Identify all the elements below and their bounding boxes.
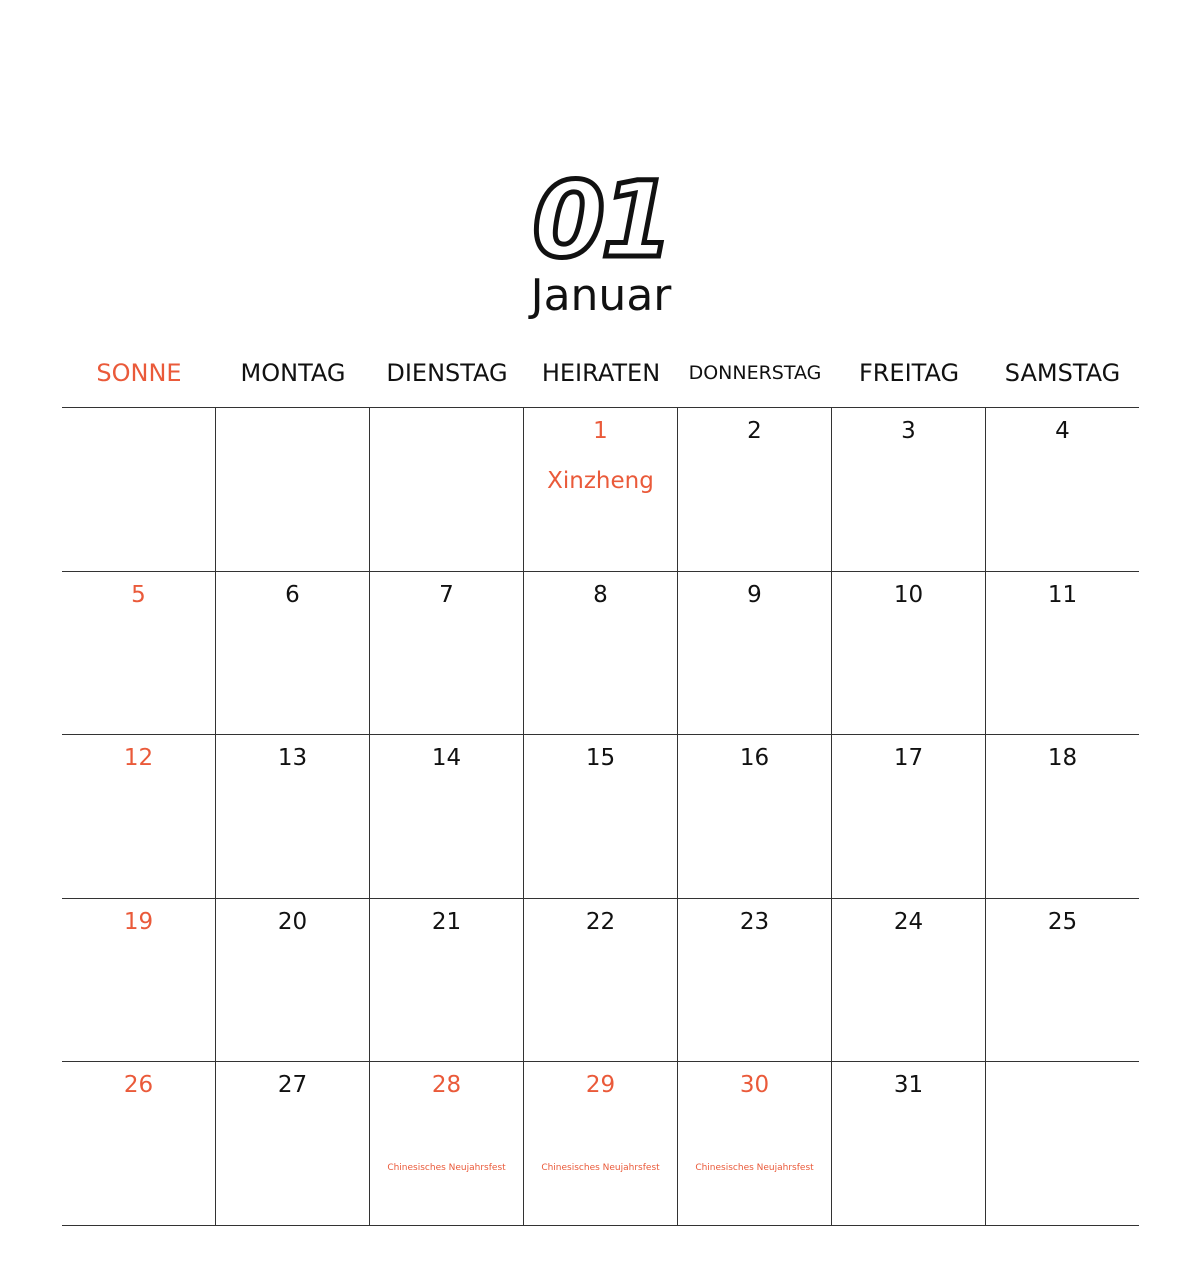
day-cell [524,408,678,571]
week-row [62,1062,1139,1226]
weekday-saturday: SAMSTAG [1004,359,1121,387]
day-number: 11 [1047,582,1078,608]
day-cell [62,572,216,734]
weekday-header-row [62,342,1139,407]
day-number: 29 [585,1072,616,1098]
day-number: 27 [277,1072,308,1098]
day-number: 15 [585,745,616,771]
day-number: 12 [123,745,154,771]
day-number: 25 [1047,909,1078,935]
month-name: Januar [530,270,672,321]
weekday-tuesday: DIENSTAG [386,359,508,387]
day-cell [678,899,832,1061]
day-cell [524,899,678,1061]
day-number: 6 [285,582,300,608]
weekday-wednesday: HEIRATEN [541,359,661,387]
month-number: 01 [532,159,670,281]
day-number: 7 [439,582,454,608]
week-row [62,899,1139,1062]
day-number: 2 [747,418,762,444]
day-cell [986,408,1139,571]
day-cell [524,572,678,734]
weekday-friday: FREITAG [858,359,960,387]
day-number: 18 [1047,745,1078,771]
day-cell [832,572,986,734]
day-number: 17 [893,745,924,771]
day-number: 3 [901,418,916,444]
day-cell [832,899,986,1061]
day-cell [216,899,370,1061]
day-cell [216,1062,370,1225]
day-cell [370,572,524,734]
day-number: 31 [893,1072,924,1098]
holiday-label: Chinesisches Neujahrsfest [695,1163,814,1173]
day-cell [370,899,524,1061]
day-number: 13 [277,745,308,771]
day-cell [216,735,370,898]
day-number: 5 [131,582,146,608]
empty-day-cell [370,408,524,571]
day-number: 30 [739,1072,770,1098]
weekday-thursday: DONNERSTAG [688,362,822,384]
day-cell [678,735,832,898]
day-cell [62,735,216,898]
day-cell [678,572,832,734]
calendar [62,342,1139,1226]
day-cell [678,1062,832,1225]
day-number: 22 [585,909,616,935]
day-number: 19 [123,909,154,935]
calendar-grid [62,407,1139,1226]
empty-day-cell [62,408,216,571]
holiday-label: Chinesisches Neujahrsfest [387,1163,506,1173]
day-cell [216,572,370,734]
day-number: 16 [739,745,770,771]
weekday-sunday: SONNE [96,359,182,387]
day-cell [62,1062,216,1225]
day-cell [832,408,986,571]
day-cell [832,735,986,898]
day-number: 20 [277,909,308,935]
day-number: 1 [593,418,608,444]
week-row [62,735,1139,899]
day-cell [832,1062,986,1225]
day-cell [62,899,216,1061]
day-cell [524,735,678,898]
empty-day-cell [986,1062,1139,1225]
holiday-label: Xinzheng [547,468,654,494]
day-cell [986,899,1139,1061]
weekday-monday: MONTAG [240,359,346,387]
day-cell [986,735,1139,898]
day-number: 14 [431,745,462,771]
day-number: 21 [431,909,462,935]
empty-day-cell [216,408,370,571]
week-row [62,572,1139,735]
day-number: 10 [893,582,924,608]
day-number: 23 [739,909,770,935]
day-cell [370,1062,524,1225]
week-row [62,408,1139,572]
day-cell [986,572,1139,734]
day-number: 8 [593,582,608,608]
day-number: 28 [431,1072,462,1098]
day-number: 26 [123,1072,154,1098]
day-cell [370,735,524,898]
day-cell [524,1062,678,1225]
day-number: 9 [747,582,762,608]
day-number: 4 [1055,418,1070,444]
day-cell [678,408,832,571]
day-number: 24 [893,909,924,935]
holiday-label: Chinesisches Neujahrsfest [541,1163,660,1173]
